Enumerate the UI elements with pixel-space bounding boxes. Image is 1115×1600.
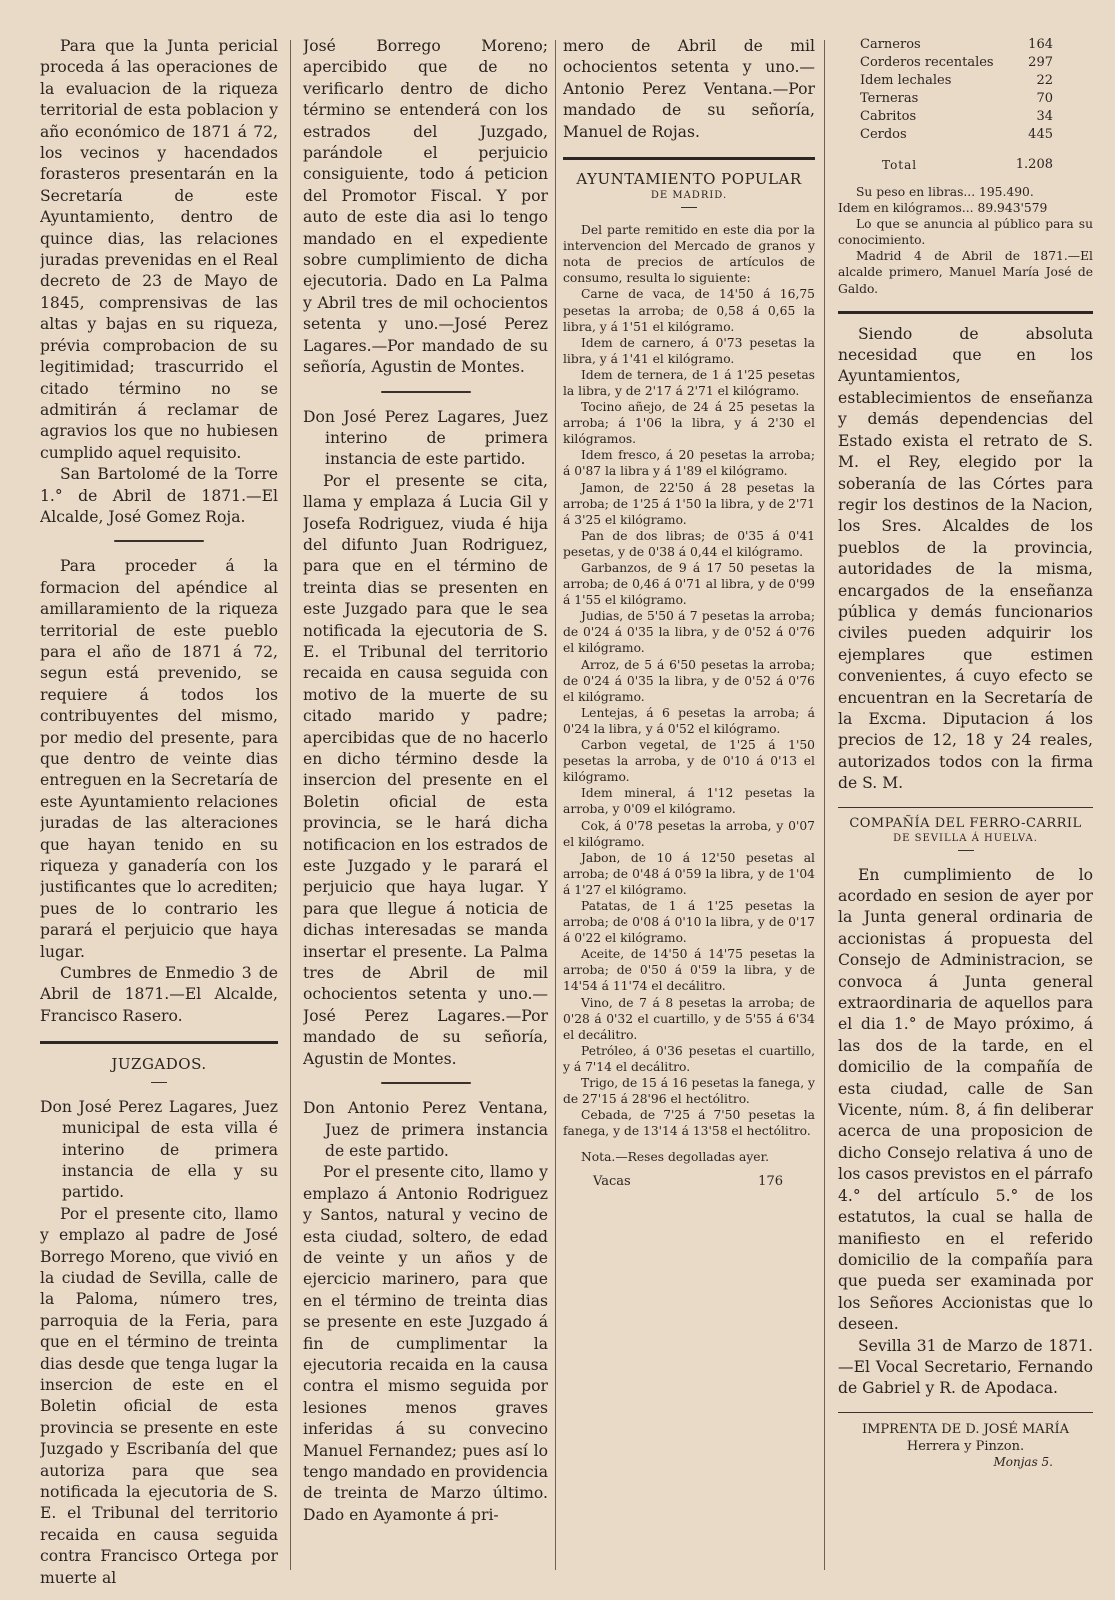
weight-line: Idem en kilógramos... 89.943'579 bbox=[838, 201, 1048, 216]
section-rule bbox=[838, 807, 1093, 808]
public-note: Lo que se anuncia al público para su conocimiento. bbox=[838, 217, 1093, 248]
separator bbox=[381, 1082, 471, 1084]
price-item: Petróleo, á 0'36 pesetas el cuartillo, y á 7'14 el decálitro. bbox=[563, 1043, 815, 1074]
price-item: Carne de vaca, de 14'50 á 16,75 pesetas la arroba; de 0,58 á 0,65 la libra, y á 1'51 el kilógramo. bbox=[563, 287, 815, 334]
cattle-label: Cabritos bbox=[860, 109, 917, 124]
separator bbox=[381, 391, 471, 393]
section-subtitle: DE MADRID. bbox=[650, 190, 728, 202]
company-signature: Sevilla 31 de Marzo de 1871.—El Vocal Secretario, Fernando de Gabriel y R. de Apodaca. bbox=[838, 1336, 1093, 1398]
total-value: 1.208 bbox=[1015, 157, 1053, 172]
cattle-value: 176 bbox=[758, 1174, 783, 1190]
price-item: Judias, de 5'50 á 7 pesetas la arroba; de 0'24 á 0'35 la libra, y de 0'52 á 0'76 el kilógramo. bbox=[563, 609, 815, 656]
price-item: Garbanzos, de 9 á 17 50 pesetas la arroba; de 0,46 á 0'71 al libra, y de 0'99 á 1'55 el kilógramo. bbox=[563, 561, 815, 608]
title-dash bbox=[681, 207, 697, 208]
price-list bbox=[563, 222, 815, 1191]
edict-header: Don Antonio Perez Ventana, Juez de primera instancia de este partido. bbox=[303, 1099, 548, 1160]
cattle-table bbox=[838, 36, 1093, 174]
price-item: Idem mineral, á 1'12 pesetas la arroba, y 0'09 el kilógramo. bbox=[563, 786, 815, 817]
section-title: JUZGADOS. bbox=[111, 1055, 207, 1074]
price-item: Cok, á 0'78 pesetas la arroba, y 0'07 el kilógramo. bbox=[563, 818, 815, 849]
edict-header: Don José Perez Lagares, Juez municipal de esta villa é interino de primera instancia de ella y su partido. bbox=[40, 1097, 278, 1202]
cattle-label: Idem lechales bbox=[860, 73, 952, 88]
cattle-row bbox=[838, 54, 1093, 72]
edict-body: Por el presente se cita, llama y emplaza á Lucia Gil y Josefa Rodriguez, viuda é hija del difunto Juan Rodriguez, para que en el término de treinta dias se presenten en este Juzgado para que le sea notificada la ejecutoria de S. E. el Tribunal del territorio recaida en causa seguida con motivo de la muerte de su citado marido y padre; apercibidas que de no hacerlo en dicho término desde la insercion del presente en el Boletin oficial de esta provincia, se le hará dicha notificacion en los estrados de este Juzgado y le parará el perjuicio que haya lugar. Y para que llegue á noticia de dichas interesadas se manda insertar el presente. La Palma tres de Abril de mil ochocientos setenta y uno.—José Perez Lagares.—Por mandado de su señoría, Agustin de Montes. bbox=[303, 471, 548, 1068]
notice-paragraph: Siendo de absoluta necesidad que en los Ayuntamientos, establecimientos de enseñanza y demás dependencias del Estado exista el retrato de S. M. el Rey, elegido por la soberanía de las Córtes para regir los destinos de la Nacion, los Sres. Alcaldes de los pueblos de la provincia, autoridades de la misma, encargados de la enseñanza pública y demás funcionarios civiles pueden adquirir los ejemplares que estimen convenientes, á cuyo efecto se encuentran en la Secretaría de la Excma. Diputacion á los precios de 12, 18 y 24 reales, autorizados todos con la firma de S. M. bbox=[838, 324, 1093, 793]
price-item: Tocino añejo, de 24 á 25 pesetas la arroba; á 1'06 la libra, y á 2'30 el kilógramos. bbox=[563, 400, 815, 447]
title-dash bbox=[151, 1082, 167, 1083]
edict-body: Por el presente cito, llamo y emplazo al padre de José Borrego Moreno, que vivió en la ciudad de Sevilla, calle de la Paloma, número tres, parroquia de la Feria, para que en el término de treinta dias desde que tenga lugar la insercion de este en el Boletin oficial de esta provincia se presente en este Juzgado y Escribanía del que autoriza para que sea notificada la ejecutoria de S. E. el Tribunal del territorio recaida en causa seguida contra Francisco Ortega por muerte al bbox=[40, 1204, 278, 1587]
price-item: Trigo, de 15 á 16 pesetas la fanega, y de 27'15 á 28'96 el hectólitro. bbox=[563, 1076, 815, 1107]
cattle-value: 70 bbox=[1036, 91, 1053, 106]
price-item: Carbon vegetal, de 1'25 á 1'50 pesetas la arroba, y de 0'10 á 0'13 el kilógramo. bbox=[563, 738, 815, 785]
section-rule bbox=[40, 1041, 278, 1044]
cattle-label: Corderos recentales bbox=[860, 55, 994, 70]
imprenta-line: IMPRENTA DE D. JOSÉ MARÍA Herrera y Pinzon. bbox=[861, 1421, 1069, 1454]
column-1 bbox=[40, 36, 278, 1589]
price-item: Aceite, de 14'50 á 14'75 pesetas la arroba; de 0'50 á 0'59 la libra, y de 14'54 á 11'74 el decálitro. bbox=[563, 947, 815, 994]
nota-line: Nota.—Reses degolladas ayer. bbox=[581, 1150, 770, 1165]
cattle-row bbox=[838, 108, 1093, 126]
notice-signature: Cumbres de Enmedio 3 de Abril de 1871.—El Alcalde, Francisco Rasero. bbox=[40, 964, 278, 1025]
column-3 bbox=[563, 36, 815, 1191]
cattle-row bbox=[838, 36, 1093, 54]
cattle-value: 297 bbox=[1028, 55, 1053, 70]
cattle-value: 34 bbox=[1036, 109, 1053, 124]
cattle-row bbox=[838, 126, 1093, 144]
cattle-row bbox=[838, 72, 1093, 90]
section-title: COMPAÑÍA DEL FERRO-CARRIL bbox=[849, 815, 1082, 831]
price-item: Pan de dos libras; de 0'35 á 0'41 pesetas, y de 0'38 á 0,44 el kilógramo. bbox=[563, 528, 815, 559]
column-rule bbox=[555, 40, 556, 1570]
price-item: Idem de ternera, de 1 á 1'25 pesetas la libra, y de 2'17 á 2'71 el kilógramo. bbox=[563, 367, 815, 398]
cattle-label: Vacas bbox=[593, 1174, 631, 1190]
title-dash bbox=[958, 850, 974, 851]
price-item: Jamon, de 22'50 á 28 pesetas la arroba; de 1'25 á 1'50 la libra, y de 2'71 á 3'25 el kilógramo. bbox=[563, 480, 815, 527]
notice-paragraph: Para proceder á la formacion del apéndice al amillaramiento de la riqueza territorial de este pueblo para el año de 1871 á 72, segun está prevenido, se requiere á todos los contribuyentes del mismo, por medio del presente, para que dentro de veinte dias entreguen en la Secretaría de este Ayuntamiento relaciones juradas de las alteraciones que hayan tenido en su riqueza y ganadería con los justificantes que lo acrediten; pues de lo contrario les parará el perjuicio que haya lugar. bbox=[40, 557, 278, 961]
column-rule bbox=[824, 40, 825, 1570]
price-item: Patatas, de 1 á 1'25 pesetas la arroba; de 0'08 á 0'10 la libra, y de 0'17 á 0'22 el kilógramo. bbox=[563, 898, 815, 946]
price-item: Cebada, de 7'25 á 7'50 pesetas la fanega, y de 13'14 á 13'58 el hectólitro. bbox=[563, 1108, 815, 1139]
notice-paragraph: Para que la Junta pericial proceda á las operaciones de la evaluacion de la riqueza territorial de esta poblacion y año económico de 1871 á 72, los vecinos y hacendados forasteros presentarán en la Secretaría de este Ayuntamiento, dentro de quince dias, las relaciones juradas prevenidas en el Real decreto de 23 de Mayo de 1845, comprensivas de las altas y bajas en su riqueza, prévia comprobacion de su legitimidad; trascurrido el citado término no se admitirán á reclamar de agravios los que no hubiesen cumplido aquel requisito. bbox=[40, 37, 278, 462]
section-rule bbox=[838, 1412, 1093, 1413]
cattle-label: Terneras bbox=[860, 91, 919, 106]
price-intro: Del parte remitido en este dia por la intervencion del Mercado de granos y nota de precios de artículos de consumo, resulta lo siguiente: bbox=[563, 223, 815, 286]
cattle-table bbox=[563, 1173, 815, 1191]
separator bbox=[114, 540, 204, 542]
cattle-value: 164 bbox=[1028, 37, 1053, 52]
price-item: Idem de carnero, á 0'73 pesetas la libra, y á 1'41 el kilógramo. bbox=[563, 335, 815, 366]
edict-body: mero de Abril de mil ochocientos setenta y uno.—Antonio Perez Ventana.—Por mandado de su señoría, Manuel de Rojas. bbox=[563, 37, 815, 141]
company-notice: En cumplimiento de lo acordado en sesion de ayer por la Junta general ordinaria de accionistas á propuesta del Consejo de Administracion, se convoca á Junta general extraordinaria de aquellos para el dia 1.° de Mayo próximo, á las dos de la tarde, en el domicilio de la compañía de esta ciudad, calle de San Vicente, núm. 8, á fin deliberar acerca de una proposicion de dicho Consejo relativa á uno de los casos previstos en el párrafo 4.° del artículo 5.° de los estatutos, la cual se halla de manifiesto en el referido domicilio de la compañía para que pueda ser examinada por los Señores Accionistas que lo deseen. bbox=[838, 865, 1093, 1334]
cattle-label: Carneros bbox=[860, 37, 921, 52]
cattle-label: Cerdos bbox=[860, 127, 907, 142]
section-rule bbox=[563, 157, 815, 160]
section-subtitle: DE SEVILLA Á HUELVA. bbox=[893, 832, 1038, 844]
edict-body: Por el presente cito, llamo y emplazo á Antonio Rodriguez y Santos, natural y vecino de esta ciudad, soltero, de edad de veinte y un años y de ejercicio marinero, para que en el término de treinta dias se presente en este Juzgado á fin de cumplimentar la ejecutoria recaida en la causa contra el mismo seguida por lesiones menos graves inferidas á su convecino Manuel Fernandez; pues así lo tengo mandado en providencia de treinta de Marzo último. Dado en Ayamonte á pri- bbox=[303, 1163, 548, 1524]
column-2 bbox=[303, 36, 548, 1526]
total-row bbox=[838, 144, 1093, 174]
edict-body: José Borrego Moreno; apercibido que de no verificarlo dentro de dicho término se entenderá con los estrados del Juzgado, parándole el perjuicio consiguiente, todo á peticion del Promotor Fiscal. Y por auto de este dia asi lo tengo mandado en el expediente sobre cumplimiento de dicha ejecutoria. Dado en La Palma y Abril tres de mil ochocientos setenta y uno.—José Perez Lagares.—Por mandado de su señoría, Agustin de Montes. bbox=[303, 37, 548, 377]
price-item: Idem fresco, á 20 pesetas la arroba; á 0'87 la libra y á 1'89 el kilógramo. bbox=[563, 448, 815, 479]
weight-line: Su peso en libras... 195.490. bbox=[856, 185, 1034, 199]
imprenta-address: Monjas 5. bbox=[993, 1454, 1053, 1469]
section-rule bbox=[838, 311, 1093, 314]
edict-header: Don José Perez Lagares, Juez interino de primera instancia de este partido. bbox=[303, 407, 548, 469]
notice-signature: San Bartolomé de la Torre 1.° de Abril de 1871.—El Alcalde, José Gomez Roja. bbox=[40, 465, 278, 526]
price-item: Arroz, de 5 á 6'50 pesetas la arroba; de 0'24 á 0'35 la libra, y de 0'52 á 0'76 el kilógramo. bbox=[563, 657, 815, 704]
cattle-row bbox=[838, 90, 1093, 108]
price-item: Jabon, de 10 á 12'50 pesetas al arroba; de 0'48 á 0'59 la libra, y de 1'04 á 1'27 el kilógramo. bbox=[563, 850, 815, 897]
total-label: Total bbox=[882, 158, 918, 172]
cattle-row bbox=[563, 1173, 815, 1191]
cattle-value: 22 bbox=[1036, 73, 1053, 88]
column-4 bbox=[838, 36, 1093, 1469]
price-item: Vino, de 7 á 8 pesetas la arroba; de 0'28 á 0'32 el cuartillo, y de 5'55 á 6'34 el decálitro. bbox=[563, 995, 815, 1042]
section-title: AYUNTAMIENTO POPULAR bbox=[576, 170, 802, 189]
price-item: Lentejas, á 6 pesetas la arroba; á 0'24 la libra, y á 0'52 el kilógramo. bbox=[563, 705, 815, 736]
market-summary bbox=[838, 184, 1093, 297]
madrid-signature: Madrid 4 de Abril de 1871.—El alcalde primero, Manuel María José de Galdo. bbox=[838, 249, 1093, 296]
cattle-value: 445 bbox=[1028, 127, 1053, 142]
column-rule bbox=[290, 40, 291, 1570]
